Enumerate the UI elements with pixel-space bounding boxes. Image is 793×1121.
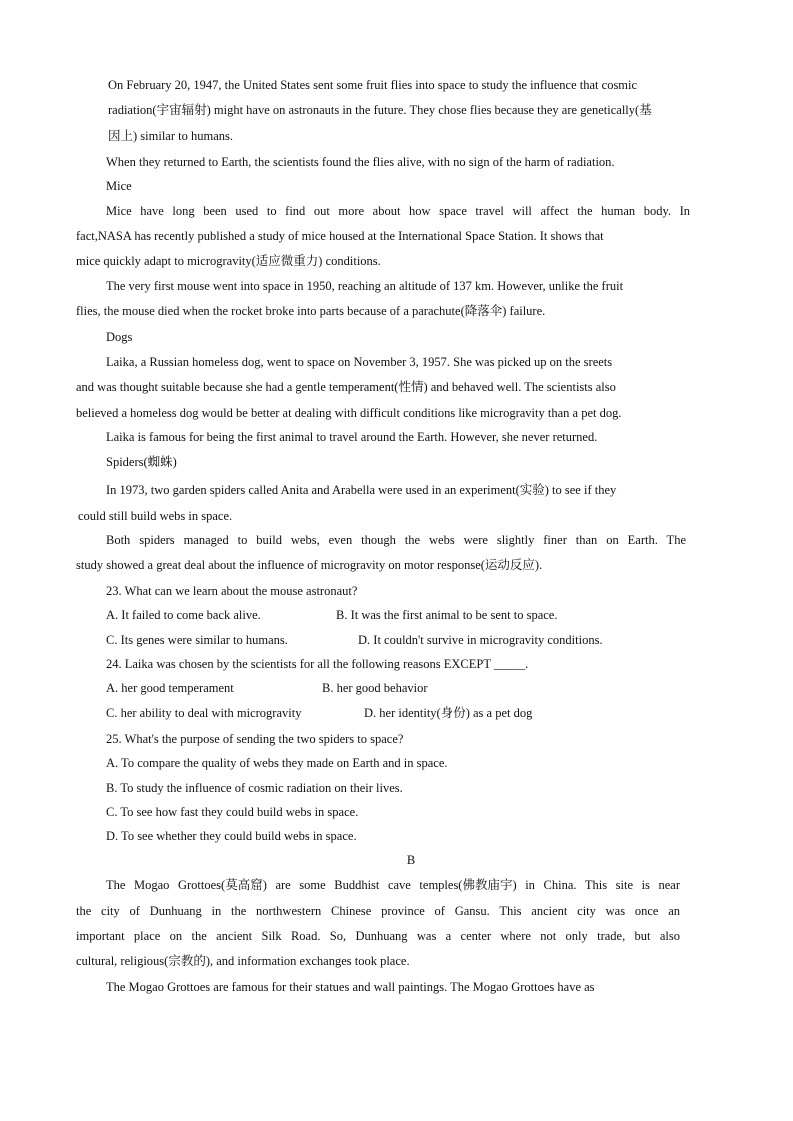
section-heading-mice: Mice <box>106 179 132 193</box>
question-25-option-a: A. To compare the quality of webs they made on Earth and in space. <box>106 756 448 770</box>
intro-line-4: When they returned to Earth, the scientists found the flies alive, with no sign of the harm of radiation. <box>106 155 615 169</box>
spiders-p2-line-1 <box>106 532 686 548</box>
question-24-option-a: A. her good temperament <box>106 681 234 695</box>
passage-b-p1-line-1 <box>106 877 680 893</box>
question-23-option-a: A. It failed to come back alive. <box>106 608 261 622</box>
dogs-p1-line-1: Laika, a Russian homeless dog, went to space on November 3, 1957. She was picked up on the sreets <box>106 355 613 369</box>
question-25-option-c: C. To see how fast they could build webs in space. <box>106 805 359 819</box>
mice-p1-line-2: fact,NASA has recently published a study of mice housed at the International Space Station. It shows that <box>76 229 604 243</box>
passage-b-p1-line-4: cultural, religious(宗教的), and information exchanges took place. <box>76 954 410 968</box>
spiders-p1-line-2: could still build webs in space. <box>78 509 233 523</box>
spiders-p2-line-2: study showed a great deal about the influence of microgravity on motor response(运动反应). <box>76 558 543 572</box>
question-23-option-b: B. It was the first animal to be sent to space. <box>336 608 558 622</box>
passage-b-p2-line-1: The Mogao Grottoes are famous for their statues and wall paintings. The Mogao Grottoes have as <box>106 980 595 994</box>
mice-p1-line-3: mice quickly adapt to microgravity(适应微重力) conditions. <box>76 254 381 268</box>
section-heading-dogs: Dogs <box>106 330 133 344</box>
question-25-stem: 25. What's the purpose of sending the two spiders to space? <box>106 732 404 746</box>
spiders-p1-line-1: In 1973, two garden spiders called Anita and Arabella were used in an experiment(实验) to see if they <box>106 483 617 497</box>
intro-line-1: On February 20, 1947, the United States sent some fruit flies into space to study the influence that cosmic <box>108 78 638 92</box>
question-23-option-c: C. Its genes were similar to humans. <box>106 633 288 647</box>
dogs-p2-line-1: Laika is famous for being the first animal to travel around the Earth. However, she never returned. <box>106 430 598 444</box>
justified-text: The Mogao Grottoes(莫高窟) are some Buddhist cave temples(佛教庙宇) in China. This site is near <box>106 878 680 892</box>
intro-line-2: radiation(宇宙辐射) might have on astronauts in the future. They chose flies because they are genetically(基 <box>108 103 652 117</box>
question-23-option-d: D. It couldn't survive in microgravity conditions. <box>358 633 603 647</box>
mice-p2-line-2: flies, the mouse died when the rocket broke into parts because of a parachute(降落伞) failure. <box>76 304 546 318</box>
justified-text: important place on the ancient Silk Road. So, Dunhuang was a center where not only trade, but also <box>76 929 680 943</box>
mice-p2-line-1: The very first mouse went into space in 1950, reaching an altitude of 137 km. However, unlike the fruit <box>106 279 624 293</box>
question-24-stem: 24. Laika was chosen by the scientists for all the following reasons EXCEPT _____. <box>106 657 529 671</box>
question-25-option-d: D. To see whether they could build webs in space. <box>106 829 357 843</box>
justified-text: Mice have long been used to find out more about how space travel will affect the human body. In <box>106 204 690 218</box>
dogs-p1-line-2: and was thought suitable because she had a gentle temperament(性情) and behaved well. The scientists also <box>76 380 616 394</box>
section-heading-spiders: Spiders(蜘蛛) <box>106 455 177 469</box>
passage-b-p1-line-3 <box>76 928 680 944</box>
question-25-option-b: B. To study the influence of cosmic radiation on their lives. <box>106 781 403 795</box>
justified-text: the city of Dunhuang in the northwestern Chinese province of Gansu. This ancient city was once an <box>76 904 680 918</box>
question-24-option-b: B. her good behavior <box>322 681 428 695</box>
justified-text: Both spiders managed to build webs, even though the webs were slightly finer than on Earth. The <box>106 533 686 547</box>
question-23-stem: 23. What can we learn about the mouse astronaut? <box>106 584 358 598</box>
intro-line-3: 因上) similar to humans. <box>108 129 233 143</box>
dogs-p1-line-3: believed a homeless dog would be better at dealing with difficult conditions like microgravity than a pet dog. <box>76 406 622 420</box>
question-24-option-c: C. her ability to deal with microgravity <box>106 706 302 720</box>
passage-b-p1-line-2 <box>76 903 680 919</box>
question-24-option-d: D. her identity(身份) as a pet dog <box>364 706 533 720</box>
section-label-b: B <box>406 853 416 867</box>
mice-p1-line-1 <box>106 203 690 219</box>
